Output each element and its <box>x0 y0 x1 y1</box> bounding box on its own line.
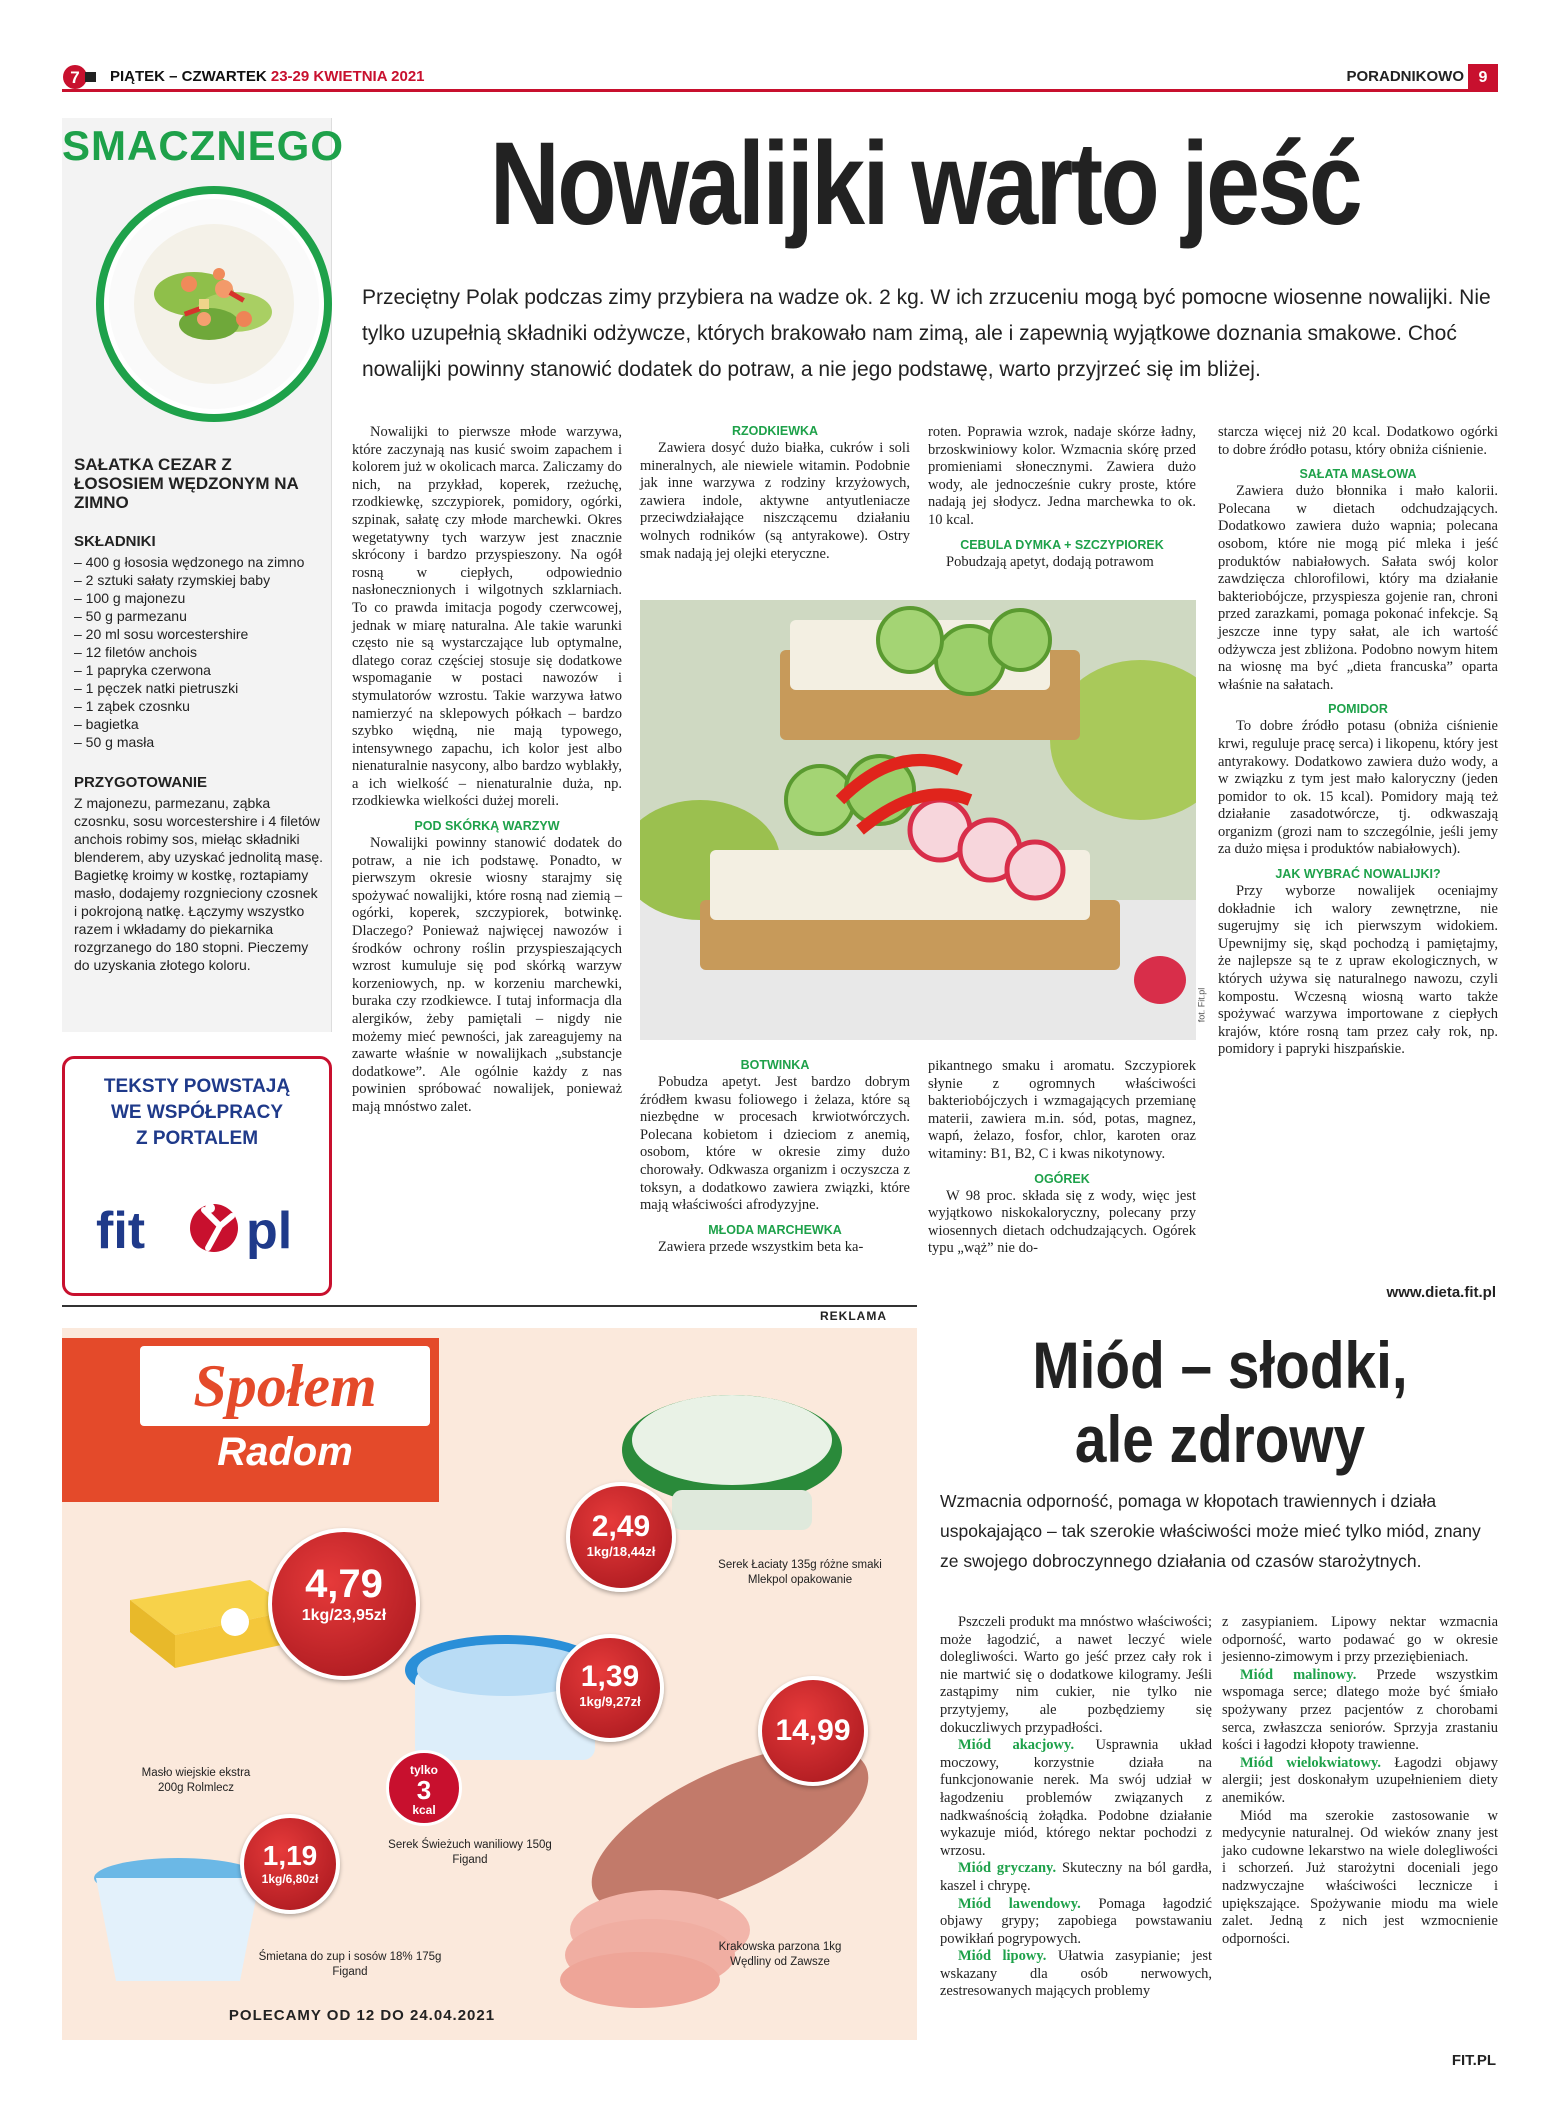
list-item: – 2 sztuki sałaty rzymskiej baby <box>74 572 271 588</box>
section-name: PORADNIKOWO <box>1346 68 1464 85</box>
promo-badge: tylko 3 kcal <box>386 1750 462 1826</box>
list-item: – 50 g masła <box>74 734 155 750</box>
svg-text:7: 7 <box>70 68 80 87</box>
ingredients-heading: SKŁADNIKI <box>74 533 156 550</box>
product-label: Masło wiejskie ekstra 200g Rolmlecz <box>141 1767 251 1794</box>
preparation-heading: PRZYGOTOWANIE <box>74 774 208 791</box>
photo-credit: fot. Fit.pl <box>1196 987 1207 1023</box>
honey-column-2: z zasypianiem. Lipowy nektar wzmacnia odporność, warto podawać go w okresie jesienno-zimowym i przy przeziębieniach. Miód malinowy. Przede wszystkim wspomaga serce; dlatego może być śmiało spożywany przez pacjentów z chorobami serca, zwłaszcza seniorów. Sprzyja zrastaniu kości i łagodzi kłopoty trawienne. Miód wielokwiatowy. Łagodzi objawy alergii; jest doskonałym uzupełnieniem diety anemików. Miód ma szerokie zastosowanie w medycynie naturalnej. Od wieków znany jest jako cudowne lekarstwo na wiele dolegliwości i schorzeń. Już starożytni doceniali jego nadzwyczajne właściwości lecznicze i upiększające. Spożywanie miodu ma wiele zalet. Jedną z nich jest wzmocnienie odporności. <box>1222 1614 1498 1947</box>
article-column-3-top: roten. Poprawia wzrok, nadaje skórze ładny, brzoskwiniowy kolor. Wzmacnia skórę przed promieniami słonecznymi. Zawiera dużo wody, ale jednocześnie cukry proste, które nadają jej słodycz. Jedna marchewka to ok. 10 kcal. CEBULA DYMKA + SZCZYPIOREK Pobudzają apetyt, dodają potrawom <box>928 424 1196 570</box>
newspaper-logo-icon <box>62 64 96 90</box>
ingredients-list <box>74 553 324 751</box>
honey-lead: Wzmacnia odporność, pomaga w kłopotach trawiennych i działa uspokajająco – tak szerokie właściwości może mieć tylko miód, znany ze swojego dobroczynnego działania od czasów starożytnych. <box>940 1491 1481 1571</box>
product-label: Serek Łaciaty 135g różne smaki Mlekpol opakowanie <box>718 1559 882 1586</box>
fitpl-logo-icon <box>96 1190 306 1270</box>
source-link[interactable]: www.dieta.fit.pl <box>1386 1284 1496 1301</box>
svg-text:fit: fit <box>96 1202 146 1260</box>
product-label: Serek Świeżuch waniliowy 150g Figand <box>388 1839 552 1866</box>
ad-divider <box>62 1305 917 1307</box>
ad-city: Radom <box>217 1430 353 1474</box>
product-label: Śmietana do zup i sosów 18% 175g Figand <box>258 1951 442 1978</box>
article-column-2-bottom: BOTWINKA Pobudza apetyt. Jest bardzo dobrym źródłem kwasu foliowego i żelaza, które są niezbędne w procesach krwiotwórczych. Polecana kobietom i dzieciom z anemią, osobom, które w okresie zimy dużo chorowały. Odkwasza organizm i oczyszcza z toksyn, a dodatkowo zawiera związki, które mają właściwości afrodyzyjne. MŁODA MARCHEWKA Zawiera przede wszystkim beta ka- <box>640 1058 910 1255</box>
ad-brand-name: Społem <box>193 1353 377 1419</box>
partner-text: TEKSTY POWSTAJĄ WE WSPÓŁPRACY Z PORTALEM <box>103 1076 291 1149</box>
preparation-text: Z majonezu, parmezanu, ząbka czosnku, sosu worcestershire i 4 filetów anchois robimy sos, miełąc składniki blenderem, aby uzyskać jednolitą masę. Bagietkę kroimy w kostkę, roztapiamy masło, dodajemy rozgnieciony czosnek i pokrojoną natkę. Łączymy wszystko razem i wkładamy do piekarnika rozgrzanego do 180 stopni. Pieczemy do uzyskania złotego koloru. <box>74 795 324 973</box>
ad-validity: POLECAMY OD 12 DO 24.04.2021 <box>228 2007 496 2024</box>
article-lead: Przeciętny Polak podczas zimy przybiera na wadze ok. 2 kg. W ich zrzuceniu mogą być pomocne wiosenne nowalijki. Nie tylko uzupełnią składniki odżywcze, których brakowało nam zimą, ale i zapewnią wyjątkowe doznania smakowe. Choć nowalijki powinny stanowić dodatek do potraw, a nie jego podstawę, warto przyjrzeć się im bliżej. <box>362 286 1491 381</box>
honey-headline: Miód – słodki, ale zdrowy <box>1032 1328 1408 1476</box>
article-column-3-bottom: pikantnego smaku i aromatu. Szczypiorek słynie z ogromnych właściwości bakteriobójczych i wzmagających przemianę materii, zawiera m.in. sód, potas, magnez, wapń, żelazo, fosfor, chlor, karoten oraz witaminy: B1, B2, C i kwas nikotynowy. OGÓREK W 98 proc. składa się z wody, więc jest wyjątkowo niskokaloryczny, polecany przy wiosennych dietach odchudzających. Ogórek typu „wąż” nie do- <box>928 1058 1196 1257</box>
price-tag: 14,99 <box>758 1676 868 1786</box>
issue-date: PIĄTEK – CZWARTEK 23-29 KWIETNIA 2021 <box>110 68 425 85</box>
list-item: – 20 ml sosu worcestershire <box>74 626 249 642</box>
salad-photo <box>96 186 332 422</box>
honey-column-1: Pszczeli produkt ma mnóstwo właściwości; może łagodzić, a nawet leczyć wiele dolegliwości. Warto go jeść przez cały rok i nie martwić się o dodatkowe kilogramy. Jeśli zastąpimy nim cukier, nie tylko nie przytyjemy, ale pozbędziemy się dokuczliwych przypadłości. Miód akacjowy. Usprawnia układ moczowy, korzystnie działa na funkcjonowanie nerek. Ma swój udział w łagodzeniu problemów związanych z nadkwaśnością żołądka. Podobne działanie wykazuje miód, którego nektar pochodzi z wrzosu. Miód gryczany. Skuteczny na ból gardła, kaszel i chrypę. Miód lawendowy. Pomaga łagodzić objawy grypy; zapobiega powstawaniu powikłań pogrypowych. Miód lipowy. Ułatwia zasypianie; jest wskazany dla osób nerwowych, zestresowanych mających problemy <box>940 1614 1212 2000</box>
page-number: 9 <box>1468 64 1498 92</box>
price-tag: 4,79 1kg/23,95zł <box>268 1528 420 1680</box>
article-headline: Nowalijki warto jeść <box>489 118 1361 250</box>
price-tag: 1,19 1kg/6,80zł <box>240 1814 340 1914</box>
list-item: – 1 ząbek czosnku <box>74 698 190 714</box>
list-item: – bagietka <box>74 716 139 732</box>
product-label: Krakowska parzona 1kg Wędliny od Zawsze <box>718 1941 842 1968</box>
article-column-4: starcza więcej niż 20 kcal. Dodatkowo ogórki to dobre źródło potasu, który obniża ciśnienie. SAŁATA MASŁOWA Zawiera dużo błonnika i mało kalorii. Polecana w dietach odchudzających. Dodatkowo zawiera dużo wapnia; polecana osobom, które nie mogą pić mleka i jeść produktów nabiałowych. Sałata swój kolor zawdzięcza chlorofilowi, który ma działanie bakteriobójcze, przyspiesza gojenie ran, chroni przed zarazkami, pomaga pokonać infekcje. Są jeszcze inne typy sałat, ale ich wartość odżywcza jest zbliżona. Podobno nowym hitem na wiosnę ma być „dieta francuska” oparta właśnie na sałatach. POMIDOR To dobre źródło potasu (obniża ciśnienie krwi, reguluje pracę serca) i likopenu, który jest antyrakowy. Dodatkowo zawiera dużo wody, a w związku z tym jest mało kaloryczny (jeden pomidor to ok. 15 kcal). Pomidory mają też działanie zasadotwórcze, tj. odkwaszają organizm (grozi nam to szczególnie, jeśli jemy za dużo mięsa i produktów nabiałowych). JAK WYBRAĆ NOWALIJKI? Przy wyborze nowalijek oceniajmy dokładnie ich walory zewnętrzne, nie sugerujmy się ich pierwszym widokiem. Upewnijmy się, skąd pochodzą i pamiętajmy, że najlepsze są te z upraw ekologicznych, w których używa się naturalnego nawozu, czyli kompostu. Wczesną wiosną warto także spożywać warzywa importowane z ciepłych krajów, które rosną tam przez cały rok, np. pomidory i papryki hiszpańskie. <box>1218 424 1498 1058</box>
list-item: – 50 g parmezanu <box>74 608 187 624</box>
list-item: – 1 papryka czerwona <box>74 662 211 678</box>
honey-source: FIT.PL <box>1451 2052 1496 2069</box>
list-item: – 100 g majonezu <box>74 590 186 606</box>
article-column-1: Nowalijki to pierwsze młode warzywa, które zaczynają nas kusić swoim zapachem i kolorem już w okolicach marca. Zaliczamy do nich, na przykład, koperek, rzeżuchę, rzodkiewkę, szczypiorek, pomidory, ogórki, szpinak, sałatę czy młode marchewki. Okres wegetatywny tych warzyw jest znacznie skrócony i bardzo przyspieszony. Na ogół rosną w ciepłych, odpowiednio nasłonecznionych i wilgotnych szklarniach. To co prawda imitacja pogody czerwcowej, jednak w miarę naturalna. Ale takie warunki często nie są wystarczające lub optymalne, dlatego coraz częściej stosuje się dodatkowe wspomaganie w postaci nawozów i stymulatorów wzrostu. Takie warzywa łatwo namierzyć na sklepowych półkach – bardzo szybko więdną, nie mają typowego, intensywnego zapachu, ich kolor jest albo nienaturalnie nasycony, albo bardzo wyblakły, a ich wielkość – nienaturalnie duża, np. rzodkiewka wielkości dużej moreli. POD SKÓRKĄ WARZYW Nowalijki powinny stanowić dodatek do potraw, a nie ich podstawę. Ponadto, w pierwszym okresie wiosny starajmy się spożywać nowalijki, które rosną nad ziemią – ogórki, koperek, szczypiorek, botwinkę. Dlaczego? Ponieważ najwięcej nawozów i środków ochrony roślin przyspieszających wzrost kumuluje się pod skórką warzyw korzeniowych, np. w korzeniu marchewki, buraka czy rzodkiewce. I tutaj informacja dla alergików, żeby pamiętali – nigdy nie możemy mieć pewności, jak zareagujemy na zawarte właśnie w nowalijkach „substancje dodatkowe”. Ale ogólnie każdy z nas powinien spróbować nowalijek, ponieważ mają mnóstwo zalet. <box>352 424 622 1115</box>
svg-text:pl: pl <box>246 1202 293 1260</box>
price-tag: 2,49 1kg/18,44zł <box>566 1482 676 1592</box>
price-tag: 1,39 1kg/9,27zł <box>556 1634 664 1742</box>
list-item: – 12 filetów anchois <box>74 644 197 660</box>
article-column-2-top: RZODKIEWKA Zawiera dosyć dużo białka, cukrów i soli mineralnych, ale niewiele witamin. Podobnie jak inne warzywa z rodziny krzyżowych, zawiera indole, aktywne antyutleniacze przeciwdziałające niszczącemu działaniu wolnych rodników (są antyrakowe). Ostry smak nadają jej olejki eteryczne. <box>640 424 910 562</box>
vegetable-sandwich-photo <box>640 600 1196 1040</box>
ad-label: REKLAMA <box>820 1309 887 1323</box>
recipe-title: SAŁATKA CEZAR Z ŁOSOSIEM WĘDZONYM NA ZIMNO <box>74 455 299 512</box>
recipe-badge: SMACZNEGO <box>62 122 344 169</box>
list-item: – 1 pęczek natki pietruszki <box>74 680 239 696</box>
list-item: – 400 g łososia wędzonego na zimno <box>74 554 305 570</box>
